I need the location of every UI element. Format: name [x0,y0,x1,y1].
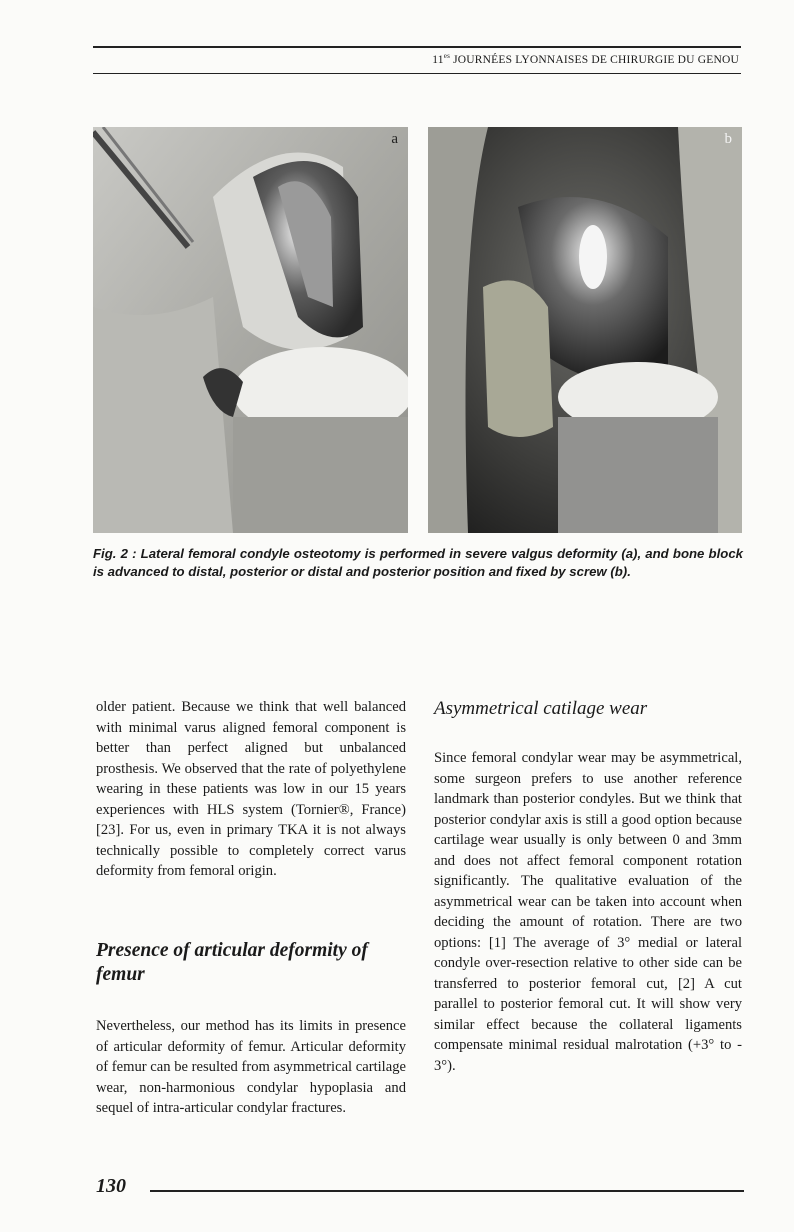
footer-rule [150,1190,744,1192]
header-title: JOURNÉES LYONNAISES DE CHIRURGIE DU GENOU [453,53,739,66]
figure-label-a: a [391,131,398,147]
header-rule-bottom [93,73,741,74]
figure-label-b: b [724,131,732,147]
right-paragraph-1: Since femoral condylar wear may be asymmetrical, some surgeon prefers to use another reference landmark than posterior condyles. But we think that posterior condylar axis is still a good option because cartilage wear usually is only between 0 and 3mm and does not affect femoral component rotation significantly. The qualitative evaluation of the asymmetrical wear can be taken into account when deciding the amount of rotation. There are two options: [1] The average of 3° medial or lateral condyle over-resection relative to other side can be transferred to posterior femoral cut, [2] A cut parallel to posterior femoral cut. It will show very similar effect because the collateral ligaments compensate minimal residual malrotation (+3° to - 3°). [434,750,742,1074]
figure-caption: Fig. 2 : Lateral femoral condyle osteotomy is performed in severe valgus deformity (a), and bone block is advanced to distal, posterior or distal and posterior position and fixed by screw (b). [93,546,743,579]
header-ordinal-suffix: es [443,52,450,60]
section-heading-asymmetrical-wear: Asymmetrical catilage wear [434,698,648,719]
header-rule-top [93,46,741,48]
figure-photo-a [93,127,408,533]
left-paragraph-1: older patient. Because we think that well balanced with minimal varus aligned femoral component is better than perfect aligned but unbalanced prosthesis. We observed that the rate of polyethylene wearing in these patients was low in our 15 years experiences with HLS system (Tornier®, France) [23]. For us, even in primary TKA it is not always technically possible to completely correct varus deformity from femoral origin. [96,699,406,879]
right-column [434,697,742,1076]
header-ordinal: 11 [432,53,444,66]
figure-photo-b [428,127,742,533]
page-number: 130 [96,1175,126,1197]
left-paragraph-2: Nevertheless, our method has its limits in presence of articular deformity of femur. Articular deformity of femur can be resulted from asymmetrical cartilage wear, non-harmonious condylar hypoplasia and sequel of intra-articular condylar fractures. [96,1018,406,1116]
left-column [96,697,406,882]
running-header [93,52,739,66]
section-heading-articular-deformity: Presence of articular deformity of femur [96,940,368,985]
